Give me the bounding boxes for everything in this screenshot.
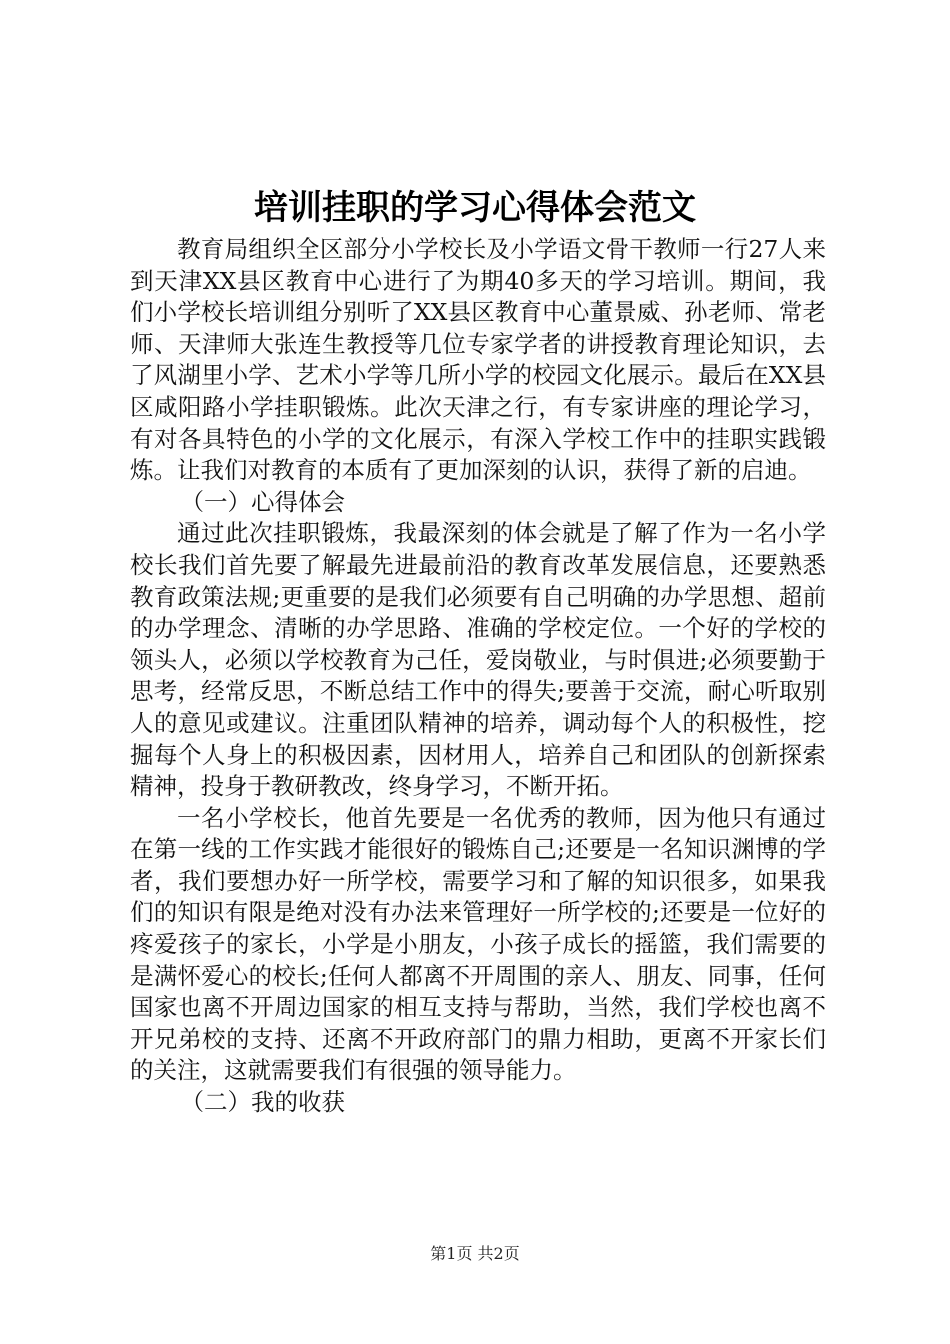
principal-paragraph: 一名小学校长，他首先要是一名优秀的教师，因为他只有通过在第一线的工作实践才能很好的锻炼自己;还要是一名知识渊博的学者，我们要想办好一所学校，需要学习和了解的知识很多，如果我们的知识有限是绝对没有办法来管理好一所学校的;还要是一位好的疼爱孩子的家长，小学是小朋友，小孩子成长的摇篮，我们需要的是满怀爱心的校长;任何人都离不开周围的亲人、朋友、同事，任何国家也离不开周边国家的相互支持与帮助，当然，我们学校也离不开兄弟校的支持、还离不开政府部门的鼎力相助，更离不开家长们的关注，这就需要我们有很强的领导能力。 bbox=[130, 803, 826, 1085]
page-number-footer: 第1页 共2页 bbox=[430, 1244, 520, 1263]
document-title: 培训挂职的学习心得体会范文 bbox=[254, 188, 696, 228]
section-heading-1: （一）心得体会 bbox=[180, 487, 346, 516]
section-heading-2: （二）我的收获 bbox=[180, 1088, 346, 1117]
intro-paragraph: 教育局组织全区部分小学校长及小学语文骨干教师一行27人来到天津XX县区教育中心进行了为期40多天的学习培训。期间，我们小学校长培训组分别听了XX县区教育中心董景威、孙老师、常老师、天津师大张连生教授等几位专家学者的讲授教育理论知识，去了风湖里小学、艺术小学等几所小学的校园文化展示。最后在XX县区咸阳路小学挂职锻炼。此次天津之行，有专家讲座的理论学习，有对各具特色的小学的文化展示，有深入学校工作中的挂职实践锻炼。让我们对教育的本质有了更加深刻的认识，获得了新的启迪。 bbox=[130, 235, 826, 485]
document-body bbox=[130, 234, 826, 1119]
experience-paragraph: 通过此次挂职锻炼，我最深刻的体会就是了解了作为一名小学校长我们首先要了解最先进最前沿的教育改革发展信息，还要熟悉教育政策法规;更重要的是我们必须要有自己明确的办学思想、超前的办学理念、清晰的办学思路、准确的学校定位。一个好的学校的领头人，必须以学校教育为己任，爱岗敬业，与时俱进;必须要勤于思考，经常反思，不断总结工作中的得失;要善于交流，耐心听取别人的意见或建议。注重团队精神的培养，调动每个人的积极性，挖掘每个人身上的积极因素，因材用人，培养自己和团队的创新探索精神，投身于教研教改，终身学习，不断开拓。 bbox=[130, 519, 826, 801]
